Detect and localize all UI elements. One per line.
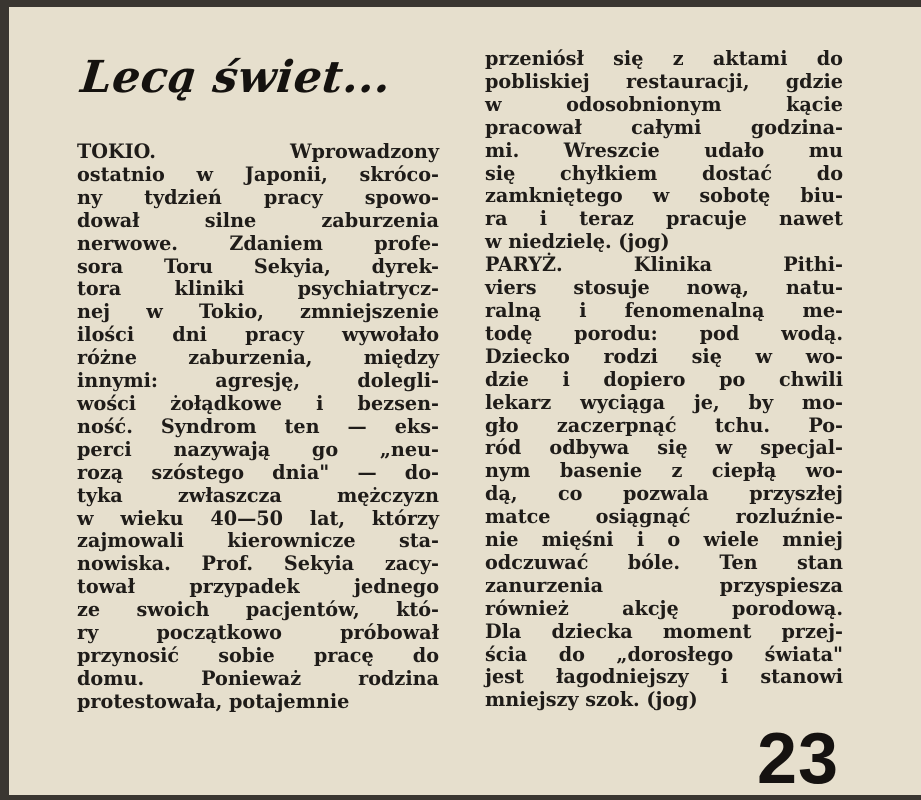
article-text-line: odczuwać bóle. Ten stan [485,550,843,574]
article-text-line: ostatnio w Japonii, skróco- [77,162,439,186]
article-text-line: przeniósł się z aktami do [485,47,843,70]
article-text-line: przynosić sobie pracę do [77,643,439,667]
article-text-line: mniejszy szok. (jog) [485,688,698,712]
article-text-line: również akcję porodową. [485,596,843,620]
article-text-line: wości żołądkowe i bezsen- [77,391,439,415]
article-text-line: innymi: agresję, dolegli- [77,369,439,393]
article-text-line: protestowała, potajemnie [77,689,350,713]
article-text-line: się chyłkiem dostać do [485,161,843,185]
article-text-line: zajmowali kierownicze sta- [77,529,439,553]
article-text-line: nym basenie z ciepłą wo- [485,459,843,483]
article-text-line: dzie i dopiero po chwili [485,367,843,391]
page-number: 23 [757,719,840,799]
article-text-line: ny tydzień pracy spowo- [77,185,439,209]
article-text-line: pracował całymi godzina- [485,115,843,139]
article-text-line: mi. Wreszcie udało mu [485,138,843,162]
article-text-line: PARYŻ. Klinika Pithi- [485,253,843,277]
article-text-line: matce osiągnąć rozluźnie- [485,505,843,529]
article-text-line: Dziecko rodzi się w wo- [485,344,843,368]
article-text-line: w odosobnionym kącie [485,92,843,116]
article-text-line: ra i teraz pracuje nawet [485,207,843,231]
article-text-line: ilości dni pracy wywołało [77,323,439,347]
article-text-line: jest łagodniejszy i stanowi [485,665,843,689]
article-text-line: dował silne zaburzenia [77,208,439,232]
article-text-line: ność. Syndrom ten — eks- [77,414,439,438]
article-text-line: ród odbywa się w specjal- [485,436,843,460]
right-column [485,48,843,712]
headline: Lecą świet... [78,52,394,103]
article-text-line: todę porodu: pod wodą. [485,321,843,345]
article-text-line: nowiska. Prof. Sekyia zacy- [77,552,439,576]
article-text-line: w niedzielę. (jog) [485,230,670,254]
article-text-line: zanurzenia przyspiesza [485,573,843,597]
article-text-line: TOKIO. Wprowadzony [77,140,439,163]
article-text-line: rozą szóstego dnia" — do- [77,460,439,484]
article-text-line: zamkniętego w sobotę biu- [485,184,843,208]
article-text-line: sora Toru Sekyia, dyrek- [77,254,439,278]
article-text-line: nej w Tokio, zmniejszenie [77,300,439,324]
article-text-line: ze swoich pacjentów, któ- [77,598,439,622]
article-text-line: w wieku 40—50 lat, którzy [77,506,439,530]
left-column [77,141,439,714]
article-text-line: viers stosuje nową, natu- [485,276,843,300]
article-text-line: tora kliniki psychiatrycz- [77,277,439,301]
article-text-line: Dla dziecka moment przej- [485,619,843,643]
article-text-line: ścia do „dorosłego świata" [485,642,843,666]
article-text-line: ry początkowo próbował [77,621,439,645]
article-text-line: nie mięśni i o wiele mniej [485,528,843,552]
article-text-line: ralną i fenomenalną me- [485,298,843,322]
article-text-line: domu. Ponieważ rodzina [77,666,439,690]
article-text-line: gło zaczerpnąć tchu. Po- [485,413,843,437]
article-text-line: dą, co pozwala przyszłej [485,482,843,506]
article-text-line: lekarz wyciąga je, by mo- [485,390,843,414]
article-text-line: tował przypadek jednego [77,575,439,599]
article-text-line: perci nazywają go „neu- [77,437,439,461]
article-text-line: nerwowe. Zdaniem profe- [77,231,439,255]
article-text-line: pobliskiej restauracji, gdzie [485,69,843,93]
article-text-line: tyka zwłaszcza mężczyzn [77,483,439,507]
article-text-line: różne zaburzenia, między [77,346,439,370]
